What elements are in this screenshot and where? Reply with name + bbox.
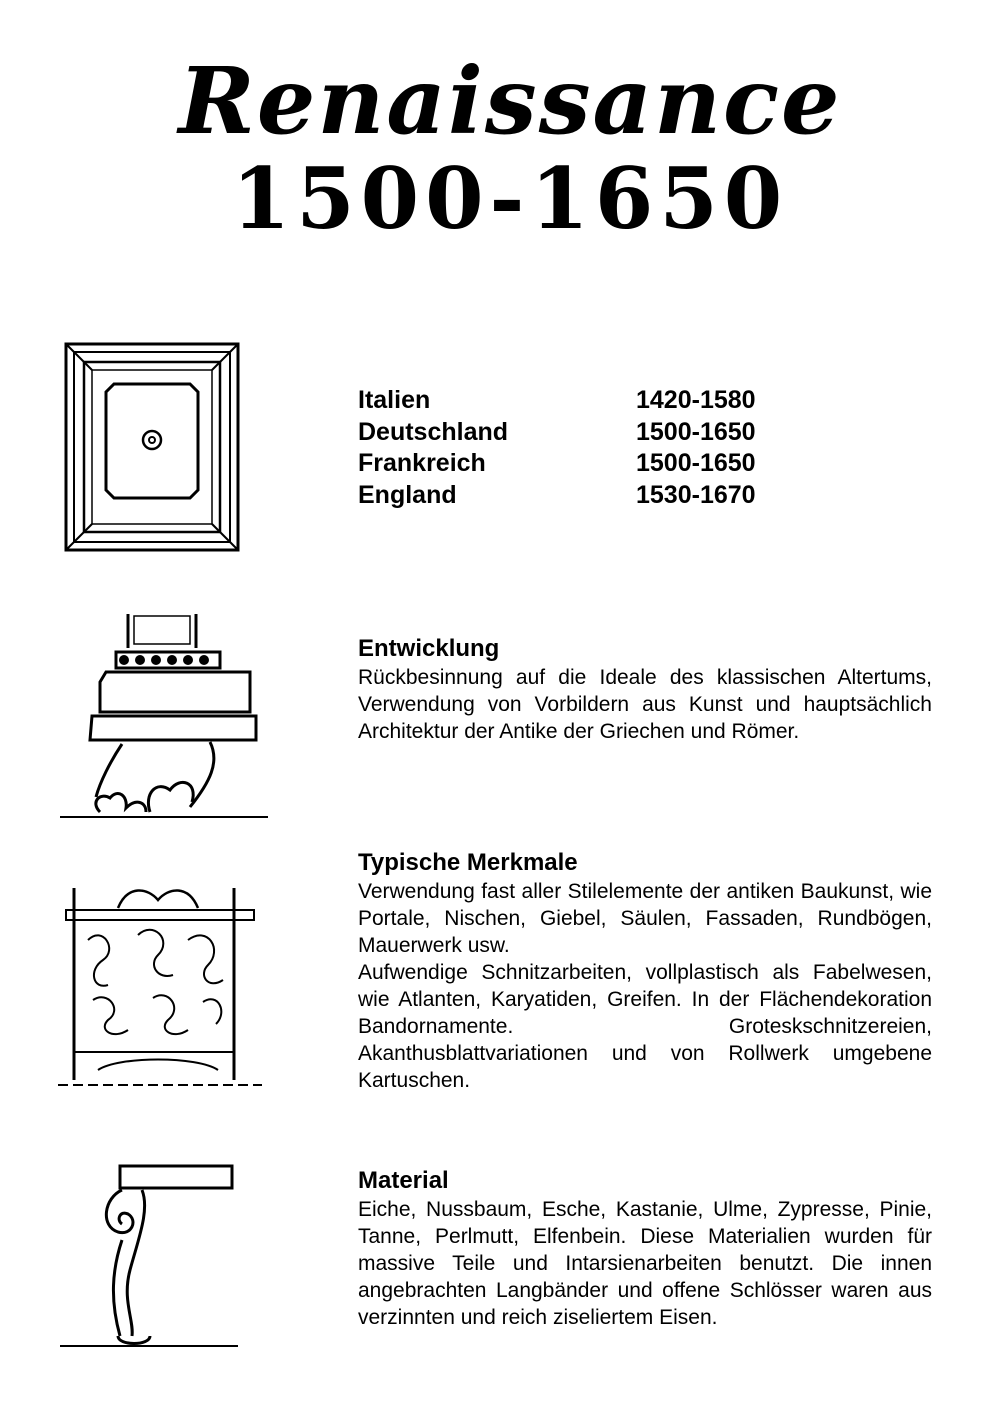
section-heading: Typische Merkmale — [358, 849, 578, 876]
table-row — [358, 480, 818, 512]
title-years: 1500-1650 — [231, 149, 789, 248]
period-range: 1500-1650 — [636, 417, 756, 446]
column-base-icon — [60, 612, 270, 822]
table-row — [358, 417, 818, 449]
panel-door-icon — [62, 340, 242, 554]
period-range: 1420-1580 — [636, 386, 756, 414]
section-text: Aufwendige Schnitzarbeiten, vollplastisch als Fabelwesen, wie Atlanten, Karyatiden, Greifen. In der Flächendekoration Bandornamente. Groteskschnitzereien, Akanthusblattvariationen und von Rollwerk umgebene Kartuschen. — [358, 961, 932, 1092]
country-name: Deutschland — [358, 417, 509, 446]
page-title — [140, 47, 880, 248]
country-name: Frankreich — [358, 449, 486, 477]
section-text: Verwendung fast aller Stilelemente der antiken Baukunst, wie Portale, Nischen, Giebel, Säulen, Fassaden, Rundbögen, Mauerwerk usw. — [358, 880, 932, 957]
period-range: 1530-1670 — [636, 480, 756, 509]
section-text: Eiche, Nussbaum, Esche, Kastanie, Ulme, Zypresse, Pinie, Tanne, Perlmutt, Elfenbein. Diese Materialien wurden für massive Teile und Intarsienarbeiten benutzt. Die innen angebrachten Langbänder und offene Schlösser waren aus verzinnten und reich ziseliertem Eisen. — [358, 1198, 932, 1329]
section-merkmale — [358, 848, 932, 1094]
section-heading: Material — [358, 1167, 449, 1194]
section-material — [358, 1166, 932, 1331]
scroll-leg-icon — [60, 1160, 240, 1352]
section-entwicklung — [358, 634, 932, 745]
table-row — [358, 385, 818, 417]
section-heading: Entwicklung — [358, 635, 500, 662]
period-range: 1500-1650 — [636, 449, 756, 477]
country-name: England — [358, 480, 457, 509]
table-row — [358, 448, 818, 480]
country-name: Italien — [358, 386, 431, 414]
title-word: Renaissance — [178, 47, 842, 155]
section-text: Rückbesinnung auf die Ideale des klassischen Altertums, Verwendung von Vorbildern aus Kunst und hauptsächlich Architektur der Antike der Griechen und Römer. — [358, 666, 932, 743]
periods-table — [358, 385, 818, 511]
carved-chest-icon — [58, 880, 262, 1092]
